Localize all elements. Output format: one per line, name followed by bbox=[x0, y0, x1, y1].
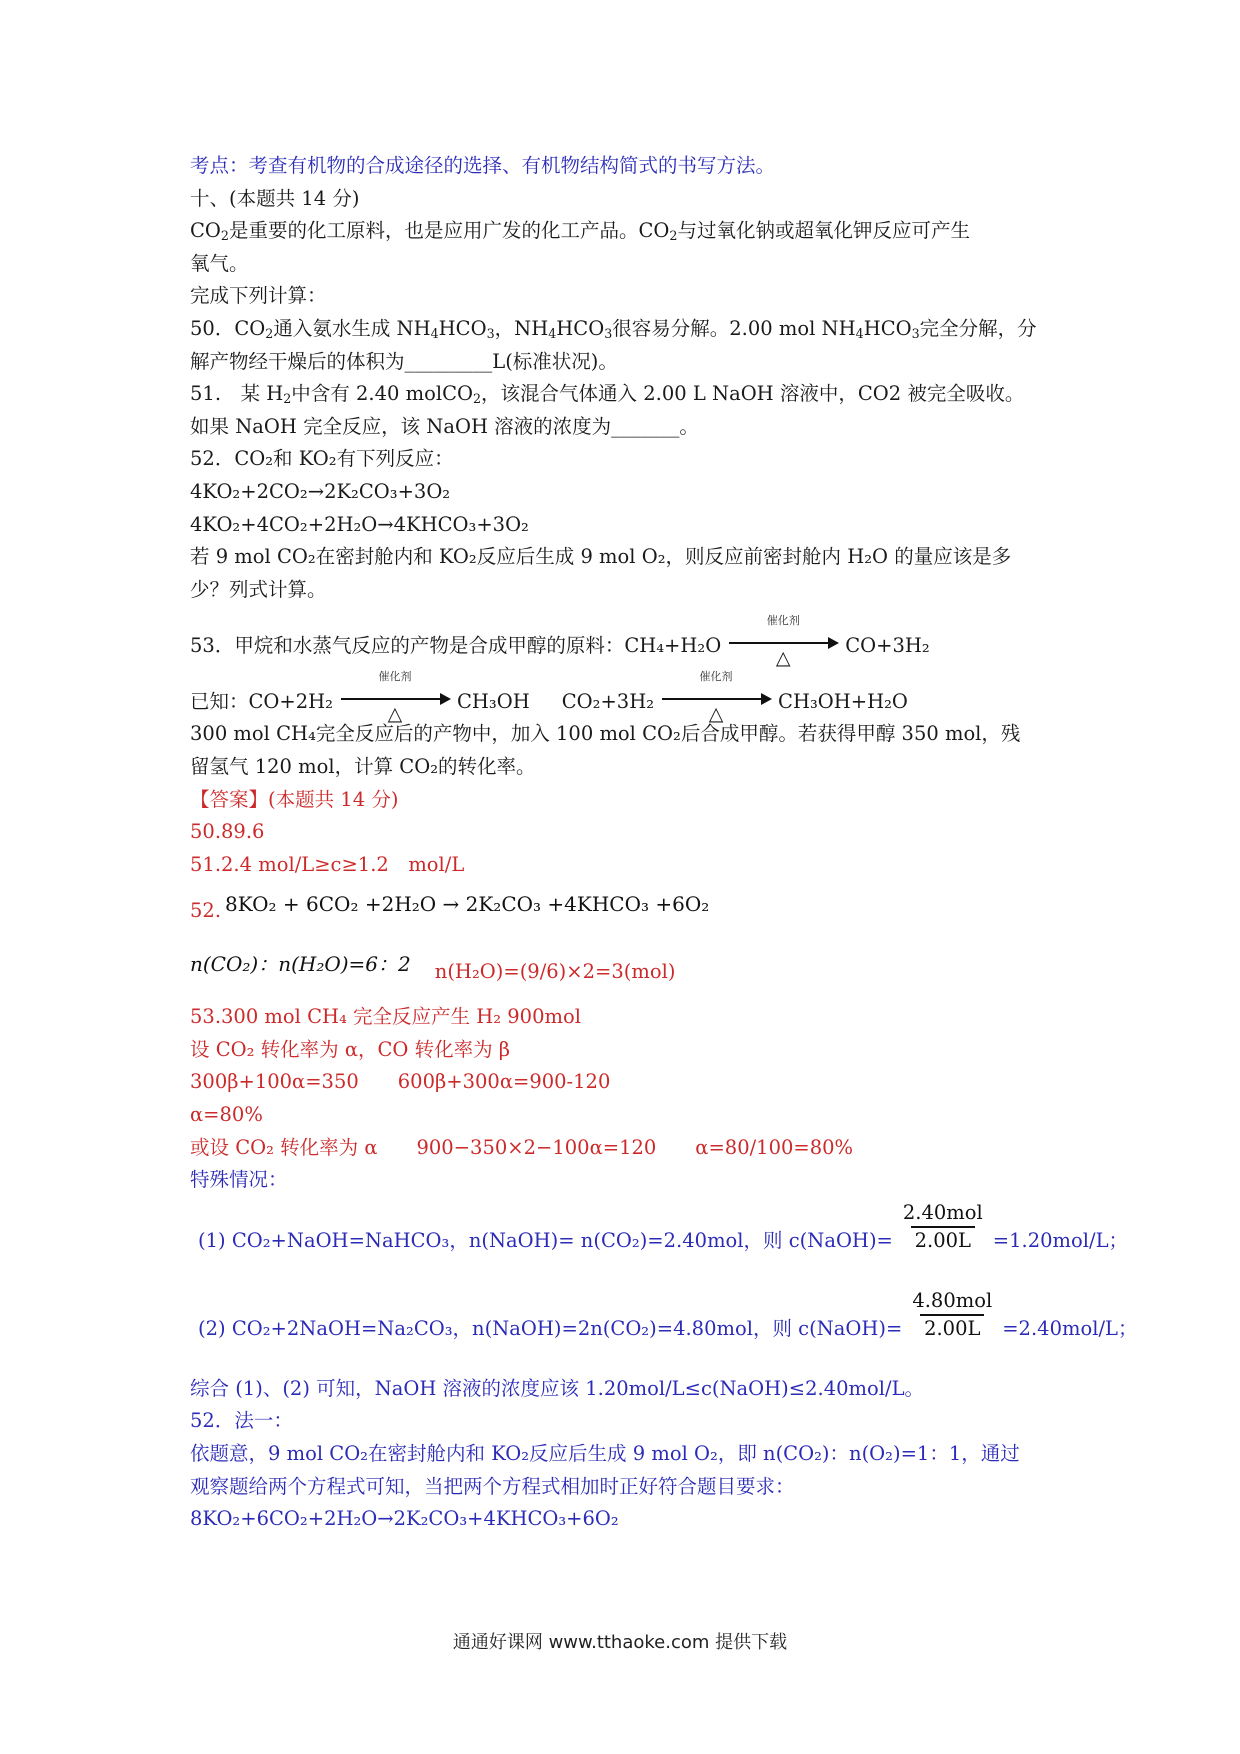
method-1-equation: 8KO₂+6CO₂+2H₂O→2K₂CO₃+4KHCO₃+6O₂ bbox=[190, 1507, 619, 1531]
question-50-line-2: 解产物经干燥后的体积为_________L(标准状况)。 bbox=[190, 349, 618, 373]
question-50-line-1: 50．$CO_2$通入氨水生成 $NH_4HCO_3$，$NH_4HCO_3$很容易分解。2.00 mol $NH_4HCO_3$完全分解，分 bbox=[190, 316, 1037, 342]
question-53-line-2: 留氢气 120 mol，计算 CO₂的转化率。 bbox=[190, 754, 536, 778]
known-reactant-2: CO₂+3H₂ bbox=[561, 689, 655, 713]
answer-53-line-2: 设 CO₂ 转化率为 α，CO 转化率为 β bbox=[190, 1037, 511, 1061]
method-1-title: 52．法一： bbox=[190, 1409, 293, 1433]
instruction-line: 完成下列计算： bbox=[190, 284, 327, 308]
heat-symbol: △ bbox=[775, 647, 791, 670]
case-2-result: =2.40mol/L； bbox=[1002, 1316, 1138, 1340]
question-52-line-2: 少？列式计算。 bbox=[190, 577, 327, 601]
answer-52-ratio-row bbox=[190, 941, 1070, 987]
page-footer: 通通好课网 www.tthaoke.com 提供下载 bbox=[452, 1632, 788, 1653]
known-lead: 已知：CO+2H₂ bbox=[190, 689, 333, 713]
case-1-result: =1.20mol/L； bbox=[992, 1228, 1129, 1252]
question-53-product: CO+3H₂ bbox=[845, 633, 930, 657]
case-2-text: (2) CO₂+2NaOH=Na₂CO₃，n(NaOH)=2n(CO₂)=4.80mol，则 c(NaOH)= bbox=[198, 1316, 903, 1340]
question-52-title: 52．CO₂和 KO₂有下列反应： bbox=[190, 447, 454, 471]
heat-symbol: △ bbox=[387, 703, 403, 726]
question-51-line-2: 如果 NaOH 完全反应，该 NaOH 溶液的浓度为_______。 bbox=[190, 414, 699, 438]
case-1-text: (1) CO₂+NaOH=NaHCO₃，n(NaOH)= n(CO₂)=2.40mol，则 c(NaOH)= bbox=[198, 1228, 893, 1252]
answer-52-result: n(H₂O)=(9/6)×2=3(mol) bbox=[434, 959, 676, 983]
case-1-numerator: 2.40mol bbox=[902, 1200, 983, 1224]
kaodian-line: 考点：考查有机物的合成途径的选择、有机物结构简式的书写方法。 bbox=[190, 154, 776, 177]
special-case-2 bbox=[190, 1285, 1138, 1373]
question-52-line-1: 若 9 mol CO₂在密封舱内和 KO₂反应后生成 9 mol O₂，则反应前密封舱内 H₂O 的量应该是多 bbox=[190, 545, 1012, 569]
case-1-fraction bbox=[899, 1200, 987, 1254]
question-53-lead: 53．甲烷和水蒸气反应的产物是合成甲醇的原料：CH₄+H₂O bbox=[190, 633, 722, 657]
intro-line-1: $CO_2$是重要的化工原料，也是应用广发的化工产品。$CO_2$与过氧化钠或超氧化钾反应可产生 bbox=[190, 219, 970, 244]
known-product-2: CH₃OH+H₂O bbox=[778, 689, 908, 713]
answer-51: 51.2.4 mol/L≥c≥1.2 mol/L bbox=[190, 852, 465, 876]
answer-52-ratio: n(CO₂)：n(H₂O)=6：2 bbox=[190, 951, 411, 976]
document-page bbox=[190, 150, 1138, 1536]
case-1-denominator: 2.00L bbox=[911, 1226, 975, 1254]
case-2-denominator: 2.00L bbox=[920, 1314, 984, 1342]
reaction-arrow-1 bbox=[729, 614, 837, 670]
special-case-heading: 特殊情况： bbox=[190, 1168, 288, 1192]
catalyst-label: 催化剂 bbox=[766, 614, 800, 628]
method-1-line-2: 观察题给两个方程式可知，当把两个方程式相加时正好符合题目要求： bbox=[190, 1474, 795, 1498]
question-53-line-1: 300 mol CH₄完全反应后的产物中，加入 100 mol CO₂后合成甲醇。若获得甲醇 350 mol，残 bbox=[190, 722, 1021, 746]
catalyst-label: 催化剂 bbox=[699, 670, 733, 684]
catalyst-label: 催化剂 bbox=[378, 670, 412, 684]
reaction-arrow-3 bbox=[662, 670, 770, 726]
answer-53-line-1: 53.300 mol CH₄ 完全反应产生 H₂ 900mol bbox=[190, 1005, 581, 1029]
known-reactions-line bbox=[190, 662, 1070, 726]
question-51-line-1: 51. 某 $H_2$中含有 2.40 molCO$_2$，该混合气体通入 2.00 L NaOH 溶液中，CO2 被完全吸收。 bbox=[190, 382, 1025, 407]
intro-line-2: 氧气。 bbox=[190, 251, 249, 275]
question-52-equation-1: 4KO₂+2CO₂→2K₂CO₃+3O₂ bbox=[190, 479, 451, 503]
answer-53-line-3: 300β+100α=350 600β+300α=900-120 bbox=[190, 1070, 611, 1094]
section-title: 十、(本题共 14 分) bbox=[190, 186, 360, 210]
answer-52-equation: 8KO₂ + 6CO₂ +2H₂O → 2K₂CO₃ +4KHCO₃ +6O₂ bbox=[225, 891, 710, 916]
method-1-line-1: 依题意，9 mol CO₂在密封舱内和 KO₂反应后生成 9 mol O₂，即 n(CO₂)：n(O₂)=1：1，通过 bbox=[190, 1442, 1020, 1466]
question-52-equation-2: 4KO₂+4CO₂+2H₂O→4KHCO₃+3O₂ bbox=[190, 512, 529, 536]
summary-line: 综合 (1)、(2) 可知，NaOH 溶液的浓度应该 1.20mol/L≤c(NaOH)≤2.40mol/L。 bbox=[190, 1376, 925, 1400]
case-2-fraction bbox=[908, 1288, 996, 1342]
answer-52-label: 52. bbox=[190, 898, 222, 922]
answer-53-line-5: 或设 CO₂ 转化率为 α 900−350×2−100α=120 α=80/100=80% bbox=[190, 1135, 854, 1159]
reaction-arrow-2 bbox=[341, 670, 449, 726]
known-product-1: CH₃OH bbox=[456, 689, 530, 713]
answer-53-line-4: α=80% bbox=[190, 1103, 263, 1127]
heat-symbol: △ bbox=[708, 703, 724, 726]
answer-52-equation-row bbox=[190, 881, 1070, 927]
answer-50: 50.89.6 bbox=[190, 820, 265, 844]
question-53-reaction-line bbox=[190, 606, 1070, 670]
answer-heading: 【答案】(本题共 14 分) bbox=[190, 787, 399, 811]
case-2-numerator: 4.80mol bbox=[912, 1288, 993, 1312]
special-case-1 bbox=[190, 1197, 1129, 1285]
